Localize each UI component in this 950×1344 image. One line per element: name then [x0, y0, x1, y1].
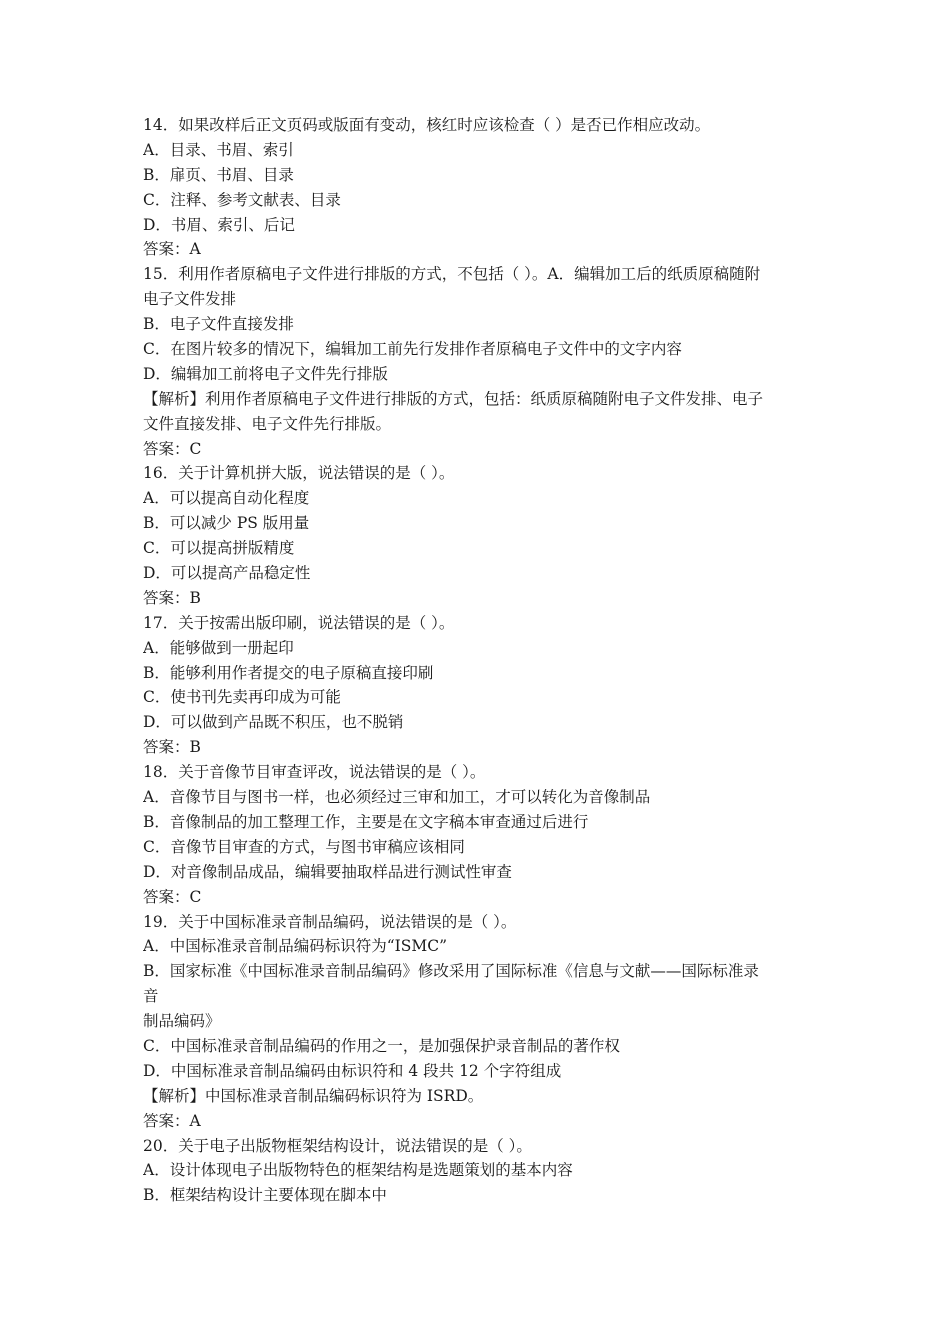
- option-line: B．可以减少 PS 版用量: [143, 514, 310, 533]
- option-line: B．音像制品的加工整理工作，主要是在文字稿本审查通过后进行: [143, 812, 589, 831]
- option-line: C．注释、参考文献表、目录: [143, 190, 341, 209]
- option-line: D．可以提高产品稳定性: [143, 564, 311, 583]
- answer-line: 答案：A: [143, 240, 201, 259]
- text-line: 文件直接发排、电子文件先行排版。: [143, 414, 392, 433]
- question-line: 17．关于按需出版印刷，说法错误的是（ ）。: [143, 613, 455, 632]
- option-line: B．框架结构设计主要体现在脚本中: [143, 1186, 387, 1205]
- option-line: D．书眉、索引、后记: [143, 215, 295, 234]
- question-line: 19．关于中国标准录音制品编码，说法错误的是（ ）。: [143, 912, 517, 931]
- option-line: A．中国标准录音制品编码标识符为“ISMC”: [143, 937, 448, 956]
- option-line: B．电子文件直接发排: [143, 315, 294, 334]
- question-line: 16．关于计算机拼大版，说法错误的是（ ）。: [143, 464, 455, 483]
- option-line: D．可以做到产品既不积压，也不脱销: [143, 713, 404, 732]
- option-line: C．音像节目审查的方式，与图书审稿应该相同: [143, 837, 465, 856]
- text-line: 音: [143, 987, 159, 1006]
- question-line: 14．如果改样后正文页码或版面有变动，核红时应该检查（ ）是否已作相应改动。: [143, 116, 711, 134]
- option-line: C．可以提高拼版精度: [143, 539, 295, 558]
- question-line: 18．关于音像节目审查评改，说法错误的是（ ）。: [143, 763, 486, 782]
- option-line: C．在图片较多的情况下，编辑加工前先行发排作者原稿电子文件中的文字内容: [143, 340, 682, 359]
- option-line: B．能够利用作者提交的电子原稿直接印刷: [143, 663, 434, 682]
- option-line: B．国家标准《中国标准录音制品编码》修改采用了国际标准《信息与文献——国际标准录: [143, 962, 759, 981]
- option-line: B．扉页、书眉、目录: [143, 165, 294, 184]
- analysis-line: 【解析】利用作者原稿电子文件进行排版的方式，包括：纸质原稿随附电子文件发排、电子: [143, 389, 764, 408]
- option-line: C．中国标准录音制品编码的作用之一，是加强保护录音制品的著作权: [143, 1036, 620, 1055]
- option-line: D．对音像制品成品，编辑要抽取样品进行测试性审查: [143, 862, 512, 881]
- option-line: A．可以提高自动化程度: [143, 489, 310, 508]
- text-line: 电子文件发排: [143, 290, 237, 309]
- option-line: D．中国标准录音制品编码由标识符和 4 段共 12 个字符组成: [143, 1061, 562, 1080]
- option-line: A．音像节目与图书一样，也必须经过三审和加工，才可以转化为音像制品: [143, 788, 651, 807]
- answer-line: 答案：C: [143, 439, 202, 458]
- answer-line: 答案：B: [143, 588, 201, 607]
- answer-line: 答案：A: [143, 1111, 201, 1130]
- text-line: 制品编码》: [143, 1012, 221, 1031]
- analysis-line: 【解析】中国标准录音制品编码标识符为 ISRD。: [143, 1086, 484, 1105]
- question-line: 15．利用作者原稿电子文件进行排版的方式，不包括（ ）。A．编辑加工后的纸质原稿随附: [143, 265, 761, 284]
- option-line: A．目录、书眉、索引: [143, 140, 294, 159]
- option-line: D．编辑加工前将电子文件先行排版: [143, 364, 388, 383]
- option-line: A．能够做到一册起印: [143, 638, 294, 657]
- option-line: A．设计体现电子出版物特色的框架结构是选题策划的基本内容: [143, 1161, 573, 1180]
- answer-line: 答案：B: [143, 738, 201, 757]
- document-body: [143, 113, 823, 1208]
- answer-line: 答案：C: [143, 887, 202, 906]
- option-line: C．使书刊先卖再印成为可能: [143, 688, 341, 707]
- question-line: 20．关于电子出版物框架结构设计，说法错误的是（ ）。: [143, 1136, 532, 1155]
